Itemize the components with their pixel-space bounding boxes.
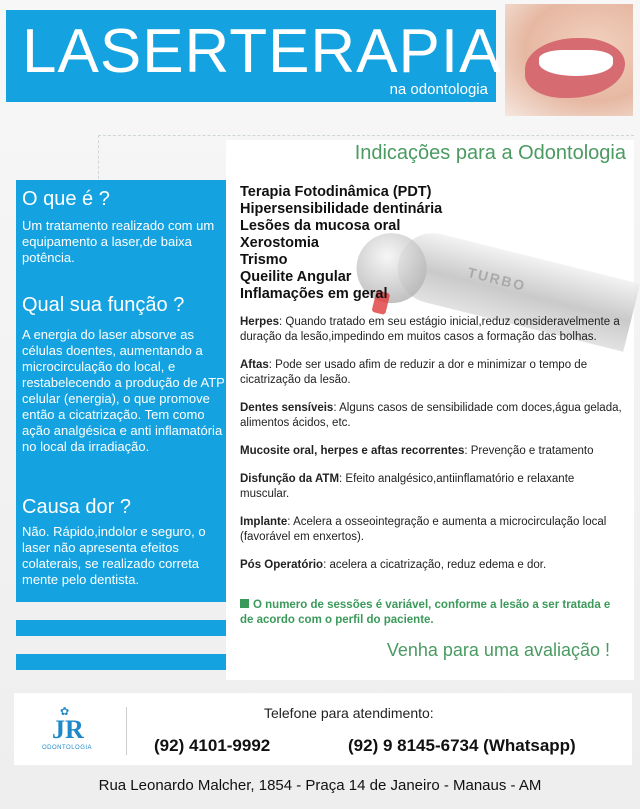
detail-implant <box>240 515 625 545</box>
page-subtitle: na odontologia <box>389 81 488 98</box>
indications-title: Indicações para a Odontologia <box>354 142 626 164</box>
detail-text: acelera a cicatrização, reduz edema e dor. <box>329 559 547 571</box>
contact-footer <box>14 693 632 765</box>
detail-separator: : <box>323 559 330 571</box>
logo-name: ODONTOLOGIA <box>42 745 93 751</box>
phone-label: Telefone para atendimento: <box>264 705 434 721</box>
condition-details <box>240 315 625 586</box>
detail-atm <box>240 472 625 502</box>
handpiece-label: TURBO <box>466 263 528 294</box>
detail-term: Herpes <box>240 316 279 328</box>
detail-herpes <box>240 315 625 345</box>
indication-item: Lesões da mucosa oral <box>240 218 401 234</box>
footer-divider <box>126 707 127 755</box>
detail-term: Mucosite oral, herpes e aftas recorrentes <box>240 445 465 457</box>
indication-item: Terapia Fotodinâmica (PDT) <box>240 184 432 200</box>
square-bullet-icon <box>240 599 249 608</box>
heading-pain: Causa dor ? <box>22 496 131 518</box>
dashed-divider <box>98 135 634 136</box>
text-function: A energia do laser absorve as células doentes, aumentando a microcirculação do local, e restabelecendo a produção de ATP celular (energia), o que promove então a cicatrização. Tem como ação analgésica e anti inflamatória no local da irradiação. <box>22 327 225 454</box>
whatsapp-number[interactable]: (92) 9 8145-6734 (Whatsapp) <box>348 736 576 755</box>
detail-term: Pós Operatório <box>240 559 324 571</box>
detail-aftas <box>240 358 625 388</box>
detail-separator: : <box>333 402 340 414</box>
dashed-divider-vertical <box>98 135 99 179</box>
detail-separator: : <box>464 445 471 457</box>
detail-sensitive-teeth <box>240 401 625 431</box>
detail-separator: : <box>339 473 346 485</box>
detail-text: Efeito analgésico,antiinflamatório e relaxante muscular. <box>240 473 575 500</box>
indications-list <box>240 184 442 303</box>
indication-item: Hipersensibilidade dentinária <box>240 201 443 217</box>
detail-text: Alguns casos de sensibilidade com doces,água gelada, alimentos ácidos, etc. <box>240 402 622 429</box>
header-banner <box>6 10 502 102</box>
detail-separator: : <box>279 316 286 328</box>
detail-term: Implante <box>240 516 288 528</box>
heading-what-is: O que é ? <box>22 188 110 210</box>
call-to-action: Venha para uma avaliação ! <box>386 640 610 660</box>
clinic-logo <box>34 705 104 759</box>
indication-item: Trismo <box>240 252 288 268</box>
blue-stripe <box>16 654 226 670</box>
indication-item: Xerostomia <box>240 235 319 251</box>
detail-term: Aftas <box>240 359 269 371</box>
detail-separator: : <box>287 516 294 528</box>
detail-text: Acelera a osseointegração e aumenta a microcirculação local (favorável em enxertos). <box>240 516 607 543</box>
detail-mucositis <box>240 444 625 459</box>
indication-item: Queilite Angular <box>240 269 352 285</box>
blue-stripe <box>16 620 226 636</box>
indication-item: Inflamações em geral <box>240 286 388 302</box>
sessions-note-text: O numero de sessões é variável, conforme a lesão a ser tratada e de acordo com o perfil do paciente. <box>240 599 611 626</box>
phone-number[interactable]: (92) 4101-9992 <box>154 736 271 755</box>
heading-function: Qual sua função ? <box>22 294 185 316</box>
detail-separator: : <box>268 359 276 371</box>
clinic-address: Rua Leonardo Malcher, 1854 - Praça 14 de Janeiro - Manaus - AM <box>98 777 542 794</box>
detail-text: Quando tratado em seu estágio inicial,reduz consideravelmente a duração da lesão,impedindo em muitos casos a formação das bolhas. <box>240 316 620 343</box>
page-title: LASERTERAPIA <box>22 17 502 86</box>
detail-term: Dentes sensíveis <box>240 402 334 414</box>
smile-photo <box>505 4 633 116</box>
detail-text: Prevenção e tratamento <box>470 445 594 457</box>
logo-initials: JR <box>52 715 84 744</box>
sessions-note <box>240 598 620 628</box>
text-pain: Não. Rápido,indolor e seguro, o laser não apresenta efeitos colaterais, se realizado correta mente pelo dentista. <box>22 524 206 587</box>
detail-term: Disfunção da ATM <box>240 473 340 485</box>
detail-post-op <box>240 558 625 573</box>
teeth-shape <box>539 50 613 76</box>
flower-icon: ✿ <box>60 706 70 718</box>
text-what-is: Um tratamento realizado com um equipamento a laser,de baixa potência. <box>22 218 215 265</box>
detail-text: Pode ser usado afim de reduzir a dor e minimizar o tempo de cicatrização da lesão. <box>240 359 588 386</box>
